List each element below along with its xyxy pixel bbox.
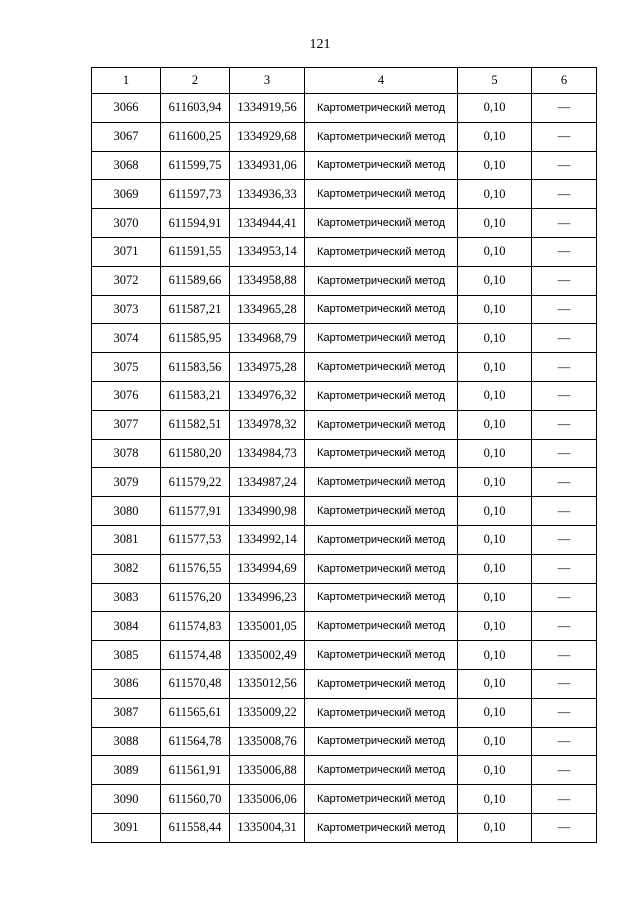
note-cell: — [532,669,597,698]
y-coordinate-cell: 1335009,22 [230,698,305,727]
method-cell: Картометрический метод [305,180,458,209]
accuracy-cell: 0,10 [458,612,532,641]
x-coordinate-cell: 611574,83 [161,612,230,641]
method-cell: Картометрический метод [305,813,458,842]
coordinates-table [91,67,597,843]
y-coordinate-cell: 1334936,33 [230,180,305,209]
table-row [92,698,597,727]
accuracy-cell: 0,10 [458,813,532,842]
method-cell: Картометрический метод [305,497,458,526]
table-row [92,295,597,324]
table-row [92,151,597,180]
table-row [92,381,597,410]
accuracy-cell: 0,10 [458,641,532,670]
header-col-4: 4 [305,68,458,94]
note-cell: — [532,410,597,439]
method-cell: Картометрический метод [305,727,458,756]
y-coordinate-cell: 1335004,31 [230,813,305,842]
table-row [92,813,597,842]
table-row [92,669,597,698]
point-number-cell: 3067 [92,122,161,151]
accuracy-cell: 0,10 [458,122,532,151]
method-cell: Картометрический метод [305,295,458,324]
accuracy-cell: 0,10 [458,353,532,382]
note-cell: — [532,583,597,612]
y-coordinate-cell: 1334931,06 [230,151,305,180]
y-coordinate-cell: 1334929,68 [230,122,305,151]
note-cell: — [532,295,597,324]
accuracy-cell: 0,10 [458,468,532,497]
note-cell: — [532,324,597,353]
x-coordinate-cell: 611570,48 [161,669,230,698]
note-cell: — [532,727,597,756]
table-row [92,237,597,266]
note-cell: — [532,554,597,583]
method-cell: Картометрический метод [305,381,458,410]
point-number-cell: 3072 [92,266,161,295]
note-cell: — [532,468,597,497]
table-row [92,497,597,526]
x-coordinate-cell: 611583,56 [161,353,230,382]
point-number-cell: 3076 [92,381,161,410]
point-number-cell: 3071 [92,237,161,266]
note-cell: — [532,641,597,670]
note-cell: — [532,756,597,785]
method-cell: Картометрический метод [305,151,458,180]
method-cell: Картометрический метод [305,612,458,641]
y-coordinate-cell: 1334984,73 [230,439,305,468]
point-number-cell: 3086 [92,669,161,698]
method-cell: Картометрический метод [305,583,458,612]
point-number-cell: 3087 [92,698,161,727]
note-cell: — [532,497,597,526]
x-coordinate-cell: 611582,51 [161,410,230,439]
point-number-cell: 3079 [92,468,161,497]
y-coordinate-cell: 1334987,24 [230,468,305,497]
note-cell: — [532,612,597,641]
y-coordinate-cell: 1334992,14 [230,525,305,554]
accuracy-cell: 0,10 [458,756,532,785]
point-number-cell: 3089 [92,756,161,785]
table-row [92,180,597,209]
table-row [92,583,597,612]
table-row [92,266,597,295]
table-row [92,353,597,382]
y-coordinate-cell: 1334990,98 [230,497,305,526]
table-row [92,410,597,439]
y-coordinate-cell: 1335002,49 [230,641,305,670]
header-col-1: 1 [92,68,161,94]
y-coordinate-cell: 1335006,06 [230,785,305,814]
note-cell: — [532,151,597,180]
note-cell: — [532,209,597,238]
point-number-cell: 3073 [92,295,161,324]
y-coordinate-cell: 1334978,32 [230,410,305,439]
accuracy-cell: 0,10 [458,381,532,410]
table-row [92,209,597,238]
table-row [92,94,597,123]
method-cell: Картометрический метод [305,468,458,497]
y-coordinate-cell: 1335001,05 [230,612,305,641]
y-coordinate-cell: 1334953,14 [230,237,305,266]
method-cell: Картометрический метод [305,756,458,785]
method-cell: Картометрический метод [305,669,458,698]
point-number-cell: 3082 [92,554,161,583]
y-coordinate-cell: 1335008,76 [230,727,305,756]
header-col-3: 3 [230,68,305,94]
accuracy-cell: 0,10 [458,727,532,756]
x-coordinate-cell: 611558,44 [161,813,230,842]
y-coordinate-cell: 1334919,56 [230,94,305,123]
x-coordinate-cell: 611579,22 [161,468,230,497]
note-cell: — [532,698,597,727]
note-cell: — [532,813,597,842]
x-coordinate-cell: 611576,55 [161,554,230,583]
x-coordinate-cell: 611583,21 [161,381,230,410]
accuracy-cell: 0,10 [458,237,532,266]
header-row [92,68,597,94]
y-coordinate-cell: 1334968,79 [230,324,305,353]
x-coordinate-cell: 611603,94 [161,94,230,123]
method-cell: Картометрический метод [305,525,458,554]
table-row [92,612,597,641]
table-row [92,756,597,785]
point-number-cell: 3081 [92,525,161,554]
point-number-cell: 3070 [92,209,161,238]
accuracy-cell: 0,10 [458,94,532,123]
x-coordinate-cell: 611599,75 [161,151,230,180]
accuracy-cell: 0,10 [458,698,532,727]
note-cell: — [532,94,597,123]
table-row [92,468,597,497]
point-number-cell: 3075 [92,353,161,382]
note-cell: — [532,439,597,468]
table-row [92,324,597,353]
accuracy-cell: 0,10 [458,525,532,554]
header-col-5: 5 [458,68,532,94]
method-cell: Картометрический метод [305,237,458,266]
note-cell: — [532,266,597,295]
table-body [92,94,597,843]
y-coordinate-cell: 1334944,41 [230,209,305,238]
point-number-cell: 3088 [92,727,161,756]
x-coordinate-cell: 611594,91 [161,209,230,238]
accuracy-cell: 0,10 [458,295,532,324]
method-cell: Картометрический метод [305,122,458,151]
method-cell: Картометрический метод [305,353,458,382]
x-coordinate-cell: 611565,61 [161,698,230,727]
note-cell: — [532,785,597,814]
point-number-cell: 3084 [92,612,161,641]
y-coordinate-cell: 1334975,28 [230,353,305,382]
accuracy-cell: 0,10 [458,410,532,439]
method-cell: Картометрический метод [305,439,458,468]
note-cell: — [532,525,597,554]
accuracy-cell: 0,10 [458,151,532,180]
x-coordinate-cell: 611597,73 [161,180,230,209]
note-cell: — [532,237,597,266]
table-row [92,554,597,583]
table-row [92,641,597,670]
x-coordinate-cell: 611587,21 [161,295,230,324]
method-cell: Картометрический метод [305,94,458,123]
accuracy-cell: 0,10 [458,583,532,612]
point-number-cell: 3090 [92,785,161,814]
method-cell: Картометрический метод [305,266,458,295]
x-coordinate-cell: 611600,25 [161,122,230,151]
x-coordinate-cell: 611577,91 [161,497,230,526]
x-coordinate-cell: 611589,66 [161,266,230,295]
method-cell: Картометрический метод [305,554,458,583]
method-cell: Картометрический метод [305,209,458,238]
note-cell: — [532,381,597,410]
method-cell: Картометрический метод [305,785,458,814]
point-number-cell: 3085 [92,641,161,670]
y-coordinate-cell: 1334958,88 [230,266,305,295]
note-cell: — [532,180,597,209]
x-coordinate-cell: 611580,20 [161,439,230,468]
accuracy-cell: 0,10 [458,324,532,353]
point-number-cell: 3066 [92,94,161,123]
point-number-cell: 3083 [92,583,161,612]
x-coordinate-cell: 611574,48 [161,641,230,670]
table-row [92,727,597,756]
y-coordinate-cell: 1334994,69 [230,554,305,583]
accuracy-cell: 0,10 [458,209,532,238]
method-cell: Картометрический метод [305,324,458,353]
point-number-cell: 3068 [92,151,161,180]
accuracy-cell: 0,10 [458,180,532,209]
point-number-cell: 3091 [92,813,161,842]
y-coordinate-cell: 1334965,28 [230,295,305,324]
x-coordinate-cell: 611561,91 [161,756,230,785]
point-number-cell: 3069 [92,180,161,209]
y-coordinate-cell: 1335012,56 [230,669,305,698]
x-coordinate-cell: 611591,55 [161,237,230,266]
page-number: 121 [309,37,331,52]
y-coordinate-cell: 1334996,23 [230,583,305,612]
y-coordinate-cell: 1335006,88 [230,756,305,785]
method-cell: Картометрический метод [305,410,458,439]
point-number-cell: 3080 [92,497,161,526]
header-col-6: 6 [532,68,597,94]
accuracy-cell: 0,10 [458,439,532,468]
x-coordinate-cell: 611564,78 [161,727,230,756]
y-coordinate-cell: 1334976,32 [230,381,305,410]
x-coordinate-cell: 611576,20 [161,583,230,612]
x-coordinate-cell: 611560,70 [161,785,230,814]
accuracy-cell: 0,10 [458,266,532,295]
note-cell: — [532,122,597,151]
point-number-cell: 3074 [92,324,161,353]
point-number-cell: 3077 [92,410,161,439]
x-coordinate-cell: 611577,53 [161,525,230,554]
table-row [92,525,597,554]
header-col-2: 2 [161,68,230,94]
accuracy-cell: 0,10 [458,669,532,698]
table-row [92,122,597,151]
method-cell: Картометрический метод [305,641,458,670]
table-row [92,439,597,468]
accuracy-cell: 0,10 [458,785,532,814]
accuracy-cell: 0,10 [458,554,532,583]
table-row [92,785,597,814]
point-number-cell: 3078 [92,439,161,468]
note-cell: — [532,353,597,382]
method-cell: Картометрический метод [305,698,458,727]
accuracy-cell: 0,10 [458,497,532,526]
x-coordinate-cell: 611585,95 [161,324,230,353]
